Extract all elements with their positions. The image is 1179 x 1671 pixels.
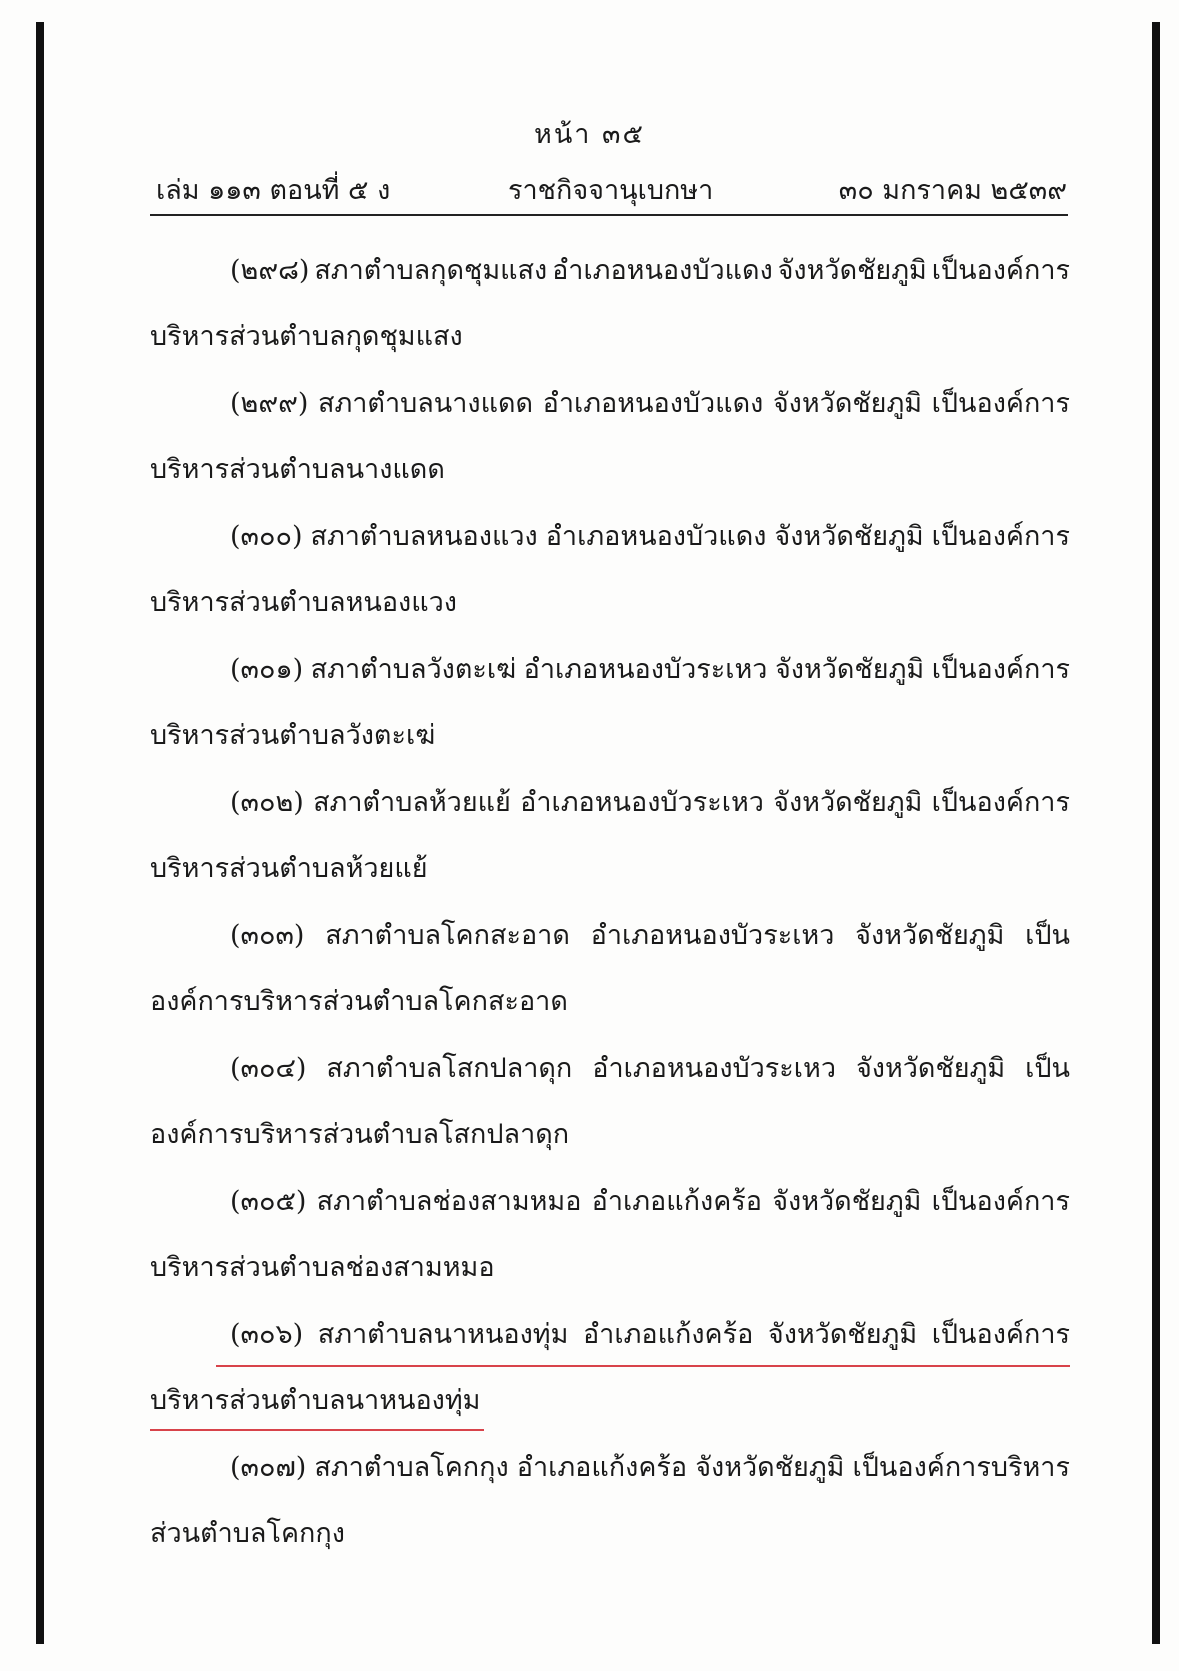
- entry-line-2: บริหารส่วนตำบลนาหนองทุ่ม: [150, 1378, 484, 1431]
- page-number: หน้า ๓๕: [534, 119, 645, 150]
- entry-tail: เป็นองค์การ: [931, 521, 1070, 552]
- entry-line-1: [230, 1179, 1070, 1222]
- entry-number: (๒๙๘): [230, 255, 310, 286]
- publication-date: ๓๐ มกราคม ๒๕๓๙: [838, 175, 1067, 206]
- entry-council: สภาตำบลช่องสามหมอ: [316, 1186, 582, 1217]
- entry-line-1: [230, 514, 1070, 557]
- entry-district: อำเภอหนองบัวระเหว: [590, 920, 835, 951]
- entry-number: (๓๐๓): [230, 920, 305, 951]
- entry-province: จังหวัดชัยภูมิ: [772, 1186, 922, 1217]
- entry-line-1: [230, 1046, 1070, 1089]
- entry-line-2: องค์การบริหารส่วนตำบลโคกสะอาด: [150, 986, 568, 1017]
- entry-list: [150, 240, 1070, 1570]
- entry-council: สภาตำบลนาหนองทุ่ม: [317, 1319, 569, 1350]
- scan-edge-left: [36, 22, 44, 1644]
- entry-council: สภาตำบลโคกสะอาด: [325, 920, 570, 951]
- entry-tail: เป็นองค์การ: [931, 1319, 1070, 1350]
- header-rule: [150, 214, 1068, 216]
- entry-council: สภาตำบลหนองแวง: [310, 521, 538, 552]
- entry-tail: เป็นองค์การบริหาร: [852, 1452, 1070, 1483]
- entry-number: (๓๐๗): [230, 1452, 307, 1483]
- entry-council: สภาตำบลโคกกุง: [314, 1452, 509, 1483]
- entry-province: จังหวัดชัยภูมิ: [777, 255, 927, 286]
- entry-tail: เป็นองค์การ: [931, 654, 1070, 685]
- entry-line-1: [230, 780, 1070, 823]
- list-item: [150, 905, 1070, 1038]
- list-item: [150, 373, 1070, 506]
- entry-council: สภาตำบลนางแดด: [317, 388, 534, 419]
- entry-number: (๓๐๕): [230, 1186, 307, 1217]
- scan-edge-right: [1152, 22, 1160, 1644]
- entry-province: จังหวัดชัยภูมิ: [855, 920, 1005, 951]
- entry-tail: เป็นองค์การ: [931, 388, 1070, 419]
- entry-council: สภาตำบลกุดชุมแสง: [314, 255, 548, 286]
- entry-number: (๓๐๖): [230, 1319, 304, 1350]
- entry-province: จังหวัดชัยภูมิ: [774, 654, 925, 685]
- entry-line-2: บริหารส่วนตำบลนางแดด: [150, 454, 445, 485]
- entry-line-2: บริหารส่วนตำบลห้วยแย้: [150, 853, 428, 884]
- list-item: [150, 639, 1070, 772]
- entry-line-2: บริหารส่วนตำบลกุดชุมแสง: [150, 321, 463, 352]
- entry-province: จังหวัดชัยภูมิ: [772, 388, 923, 419]
- entry-province: จังหวัดชัยภูมิ: [695, 1452, 845, 1483]
- entry-council: สภาตำบลห้วยแย้: [313, 787, 511, 818]
- entry-tail: เป็นองค์การ: [931, 1186, 1070, 1217]
- list-item: [150, 1437, 1070, 1570]
- list-item: [150, 1171, 1070, 1304]
- entry-tail: เป็นองค์การ: [931, 787, 1070, 818]
- entry-number: (๓๐๐): [230, 521, 303, 552]
- entry-district: อำเภอแก้งคร้อ: [516, 1452, 688, 1483]
- entry-district: อำเภอหนองบัวระเหว: [523, 654, 768, 685]
- entry-tail: เป็นองค์การ: [931, 255, 1070, 286]
- entry-line-1: [230, 381, 1070, 424]
- entry-number: (๓๐๔): [230, 1053, 307, 1084]
- entry-line-1: [230, 913, 1070, 956]
- entry-line-2: องค์การบริหารส่วนตำบลโสกปลาดุก: [150, 1119, 570, 1150]
- entry-district: อำเภอหนองบัวระเหว: [592, 1053, 836, 1084]
- entry-line-2: บริหารส่วนตำบลวังตะเฆ่: [150, 720, 436, 751]
- entry-province: จังหวัดชัยภูมิ: [773, 787, 923, 818]
- entry-line-1: [216, 1312, 1070, 1367]
- entry-district: อำเภอหนองบัวแดง: [545, 521, 767, 552]
- entry-line-1: [230, 248, 1070, 291]
- entry-province: จังหวัดชัยภูมิ: [855, 1053, 1006, 1084]
- entry-tail: เป็น: [1025, 1053, 1070, 1084]
- entry-district: อำเภอหนองบัวแดง: [552, 255, 773, 286]
- entry-line-1: [230, 1445, 1070, 1488]
- list-item: [150, 1038, 1070, 1171]
- publication-title: ราชกิจจานุเบกษา: [508, 175, 714, 206]
- entry-district: อำเภอแก้งคร้อ: [582, 1319, 754, 1350]
- volume-issue: เล่ม ๑๑๓ ตอนที่ ๕ ง: [156, 175, 391, 206]
- list-item-underlined: [150, 1304, 1070, 1437]
- entry-number: (๓๐๑): [230, 654, 304, 685]
- entry-district: อำเภอหนองบัวระเหว: [520, 787, 764, 818]
- entry-line-2: ส่วนตำบลโคกกุง: [150, 1518, 345, 1549]
- entry-province: จังหวัดชัยภูมิ: [774, 521, 924, 552]
- entry-number: (๓๐๒): [230, 787, 304, 818]
- entry-line-1: [230, 647, 1070, 690]
- entry-number: (๒๙๙): [230, 388, 309, 419]
- entry-province: จังหวัดชัยภูมิ: [767, 1319, 918, 1350]
- entry-council: สภาตำบลวังตะเฆ่: [310, 654, 517, 685]
- entry-line-2: บริหารส่วนตำบลหนองแวง: [150, 587, 457, 618]
- list-item: [150, 772, 1070, 905]
- entry-district: อำเภอแก้งคร้อ: [591, 1186, 762, 1217]
- entry-line-2: บริหารส่วนตำบลช่องสามหมอ: [150, 1252, 495, 1283]
- entry-council: สภาตำบลโสกปลาดุก: [326, 1053, 573, 1084]
- entry-tail: เป็น: [1025, 920, 1070, 951]
- entry-district: อำเภอหนองบัวแดง: [542, 388, 764, 419]
- list-item: [150, 506, 1070, 639]
- list-item: [150, 240, 1070, 373]
